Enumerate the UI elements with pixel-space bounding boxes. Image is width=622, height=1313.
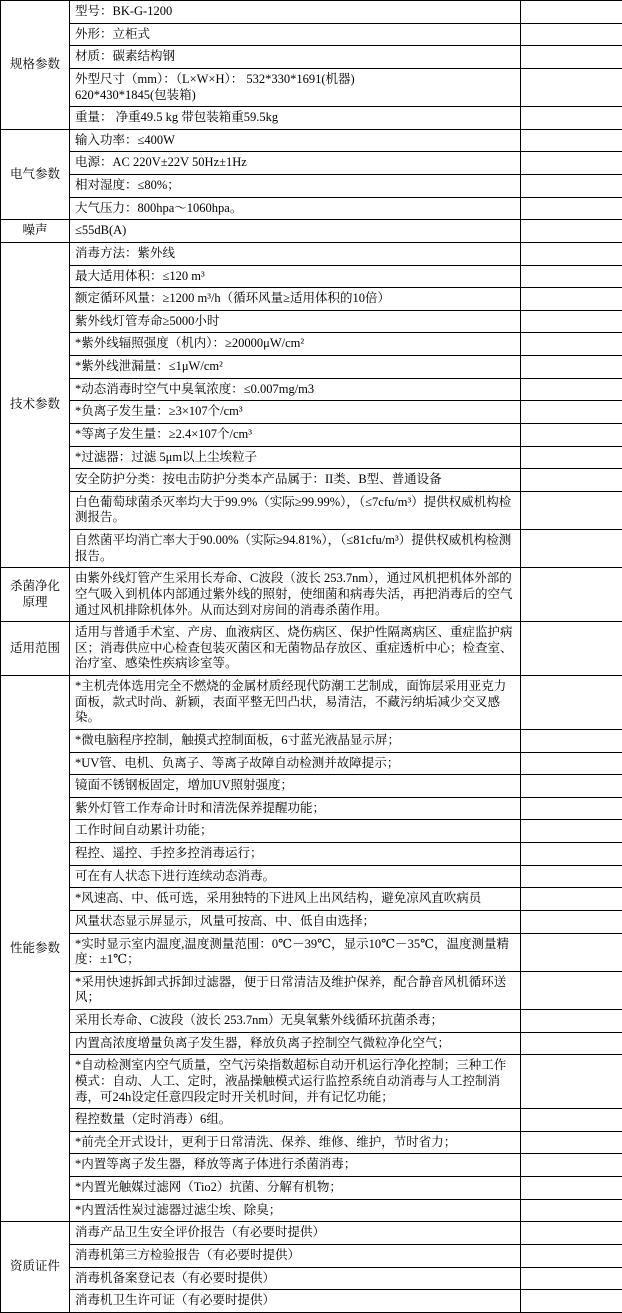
blank-cell: [521, 378, 622, 401]
value-cell: *前壳全开式设计，更利于日常清洗、保养、维修、维护，节时省力；: [70, 1131, 521, 1154]
category-cell: 电气参数: [1, 129, 70, 220]
value-cell: *采用快速拆卸式拆卸过滤器，便于日常清洁及维护保养，配合静音风机循环送风；: [70, 971, 521, 1009]
value-cell: ≤55dB(A): [70, 220, 521, 243]
table-row: [1, 752, 622, 775]
blank-cell: [521, 46, 622, 69]
table-row: [1, 129, 622, 152]
value-cell: 可在有人状态下进行连续动态消毒。: [70, 865, 521, 888]
category-cell: 性能参数: [1, 676, 70, 1222]
blank-cell: [521, 242, 622, 265]
blank-cell: [521, 1010, 622, 1033]
value-cell: 型号：BK-G-1200: [70, 1, 521, 24]
table-row: [1, 220, 622, 243]
value-cell: *内置光触媒过滤网（Tio2）抗菌、分解有机物；: [70, 1177, 521, 1200]
value-cell: 重量： 净重49.5 kg 带包装箱重59.5kg: [70, 107, 521, 130]
table-row: [1, 1, 622, 24]
blank-cell: [521, 888, 622, 911]
value-cell: *等离子发生量：≥2.4×107个/cm³: [70, 423, 521, 446]
table-row: [1, 971, 622, 1009]
value-cell: 消毒产品卫生安全评价报告（有必要时提供）: [70, 1222, 521, 1245]
table-row: [1, 568, 622, 622]
table-row: [1, 888, 622, 911]
category-cell: 规格参数: [1, 1, 70, 130]
blank-cell: [521, 469, 622, 492]
blank-cell: [521, 23, 622, 46]
table-row: [1, 865, 622, 888]
blank-cell: [521, 910, 622, 933]
value-cell: 输入功率：≤400W: [70, 129, 521, 152]
table-row: [1, 68, 622, 106]
table-row: [1, 622, 622, 676]
value-cell: 内置高浓度增量负离子发生器，释放负离子控制空气微粒净化空气；: [70, 1032, 521, 1055]
blank-cell: [521, 530, 622, 568]
blank-cell: [521, 843, 622, 866]
value-cell: 镜面不锈钢板固定，增加UV照射强度；: [70, 775, 521, 798]
value-cell: 电源：AC 220V±22V 50Hz±1Hz: [70, 152, 521, 175]
table-row: [1, 175, 622, 198]
table-row: [1, 423, 622, 446]
table-row: [1, 820, 622, 843]
table-row: [1, 152, 622, 175]
blank-cell: [521, 752, 622, 775]
value-cell: 额定循环风量：≥1200 m³/h（循环风量≥适用体积的10倍）: [70, 288, 521, 311]
blank-cell: [521, 729, 622, 752]
value-cell: *负离子发生量：≥3×107个/cm³: [70, 401, 521, 424]
value-cell: *内置活性炭过滤器过滤尘埃、除臭；: [70, 1199, 521, 1222]
value-cell: 采用长寿命、C波段（波长 253.7nm）无臭氧紫外线循环抗菌杀毒；: [70, 1010, 521, 1033]
table-row: [1, 288, 622, 311]
blank-cell: [521, 491, 622, 529]
value-cell: *动态消毒时空气中臭氧浓度：≤0.007mg/m3: [70, 378, 521, 401]
table-row: [1, 530, 622, 568]
table-row: [1, 23, 622, 46]
value-cell: 消毒机备案登记表（有必要时提供）: [70, 1267, 521, 1290]
table-row: [1, 1199, 622, 1222]
table-row: [1, 933, 622, 971]
value-cell: *主机壳体选用完全不燃烧的金属材质经现代防潮工艺制成，面饰层采用亚克力面板，款式时尚、新颖，表面平整无凹凸状，易清洁，不藏污纳垢减少交叉感染。: [70, 676, 521, 730]
value-cell: 程控、遥控、手控多控消毒运行；: [70, 843, 521, 866]
blank-cell: [521, 175, 622, 198]
blank-cell: [521, 333, 622, 356]
value-cell: 风量状态显示屏显示，风量可按高、中、低自由选择；: [70, 910, 521, 933]
value-cell: 相对湿度：≤80%；: [70, 175, 521, 198]
blank-cell: [521, 1032, 622, 1055]
blank-cell: [521, 129, 622, 152]
value-cell: 消毒机第三方检验报告（有必要时提供）: [70, 1244, 521, 1267]
value-cell: 安全防护分类：按电击防护分类本产品属于：II类、B型、普通设备: [70, 469, 521, 492]
value-cell: 紫外灯管工作寿命计时和清洗保养提醒功能；: [70, 797, 521, 820]
blank-cell: [521, 933, 622, 971]
value-cell: 适用与普通手术室、产房、血液病区、烧伤病区、保护性隔离病区、重症监护病区；消毒供应中心检查包装灭菌区和无菌物品存放区、重症透析中心；检查室、治疗室、感染性疾病诊室等。: [70, 622, 521, 676]
table-row: [1, 401, 622, 424]
table-row: [1, 491, 622, 529]
blank-cell: [521, 1267, 622, 1290]
value-cell: 材质：碳素结构钢: [70, 46, 521, 69]
blank-cell: [521, 1, 622, 24]
value-cell: 自然菌平均消亡率大于90.00%（实际≥94.81%），（≤81cfu/m³）提供权威机构检测报告。: [70, 530, 521, 568]
value-cell: *紫外线泄漏量：≤1μW/cm²: [70, 356, 521, 379]
blank-cell: [521, 401, 622, 424]
value-cell: 紫外线灯管寿命≥5000小时: [70, 310, 521, 333]
table-row: [1, 356, 622, 379]
value-cell: *过滤器：过滤 5μm以上尘埃粒子: [70, 446, 521, 469]
table-body: [1, 1, 622, 1313]
category-cell: 杀菌净化原理: [1, 568, 70, 622]
blank-cell: [521, 1199, 622, 1222]
value-cell: *紫外线辐照强度（机内）：≥20000μW/cm²: [70, 333, 521, 356]
blank-cell: [521, 1154, 622, 1177]
table-row: [1, 107, 622, 130]
blank-cell: [521, 797, 622, 820]
blank-cell: [521, 68, 622, 106]
category-cell: 资质证件: [1, 1222, 70, 1313]
blank-cell: [521, 288, 622, 311]
table-row: [1, 265, 622, 288]
value-cell: 程控数量（定时消毒）6组。: [70, 1109, 521, 1132]
blank-cell: [521, 1290, 622, 1313]
table-row: [1, 1109, 622, 1132]
blank-cell: [521, 622, 622, 676]
blank-cell: [521, 220, 622, 243]
table-row: [1, 676, 622, 730]
table-row: [1, 843, 622, 866]
blank-cell: [521, 152, 622, 175]
blank-cell: [521, 446, 622, 469]
value-cell: 外形：立柜式: [70, 23, 521, 46]
table-row: [1, 1267, 622, 1290]
table-row: [1, 1290, 622, 1313]
table-row: [1, 197, 622, 220]
blank-cell: [521, 1055, 622, 1109]
blank-cell: [521, 107, 622, 130]
table-row: [1, 1154, 622, 1177]
blank-cell: [521, 676, 622, 730]
table-row: [1, 242, 622, 265]
value-cell: *内置等离子发生器，释放等离子体进行杀菌消毒；: [70, 1154, 521, 1177]
blank-cell: [521, 1244, 622, 1267]
value-cell: 消毒方法：紫外线: [70, 242, 521, 265]
table-row: [1, 1010, 622, 1033]
blank-cell: [521, 1131, 622, 1154]
table-row: [1, 469, 622, 492]
blank-cell: [521, 971, 622, 1009]
value-cell: *自动检测室内空气质量，空气污染指数超标自动开机运行净化控制；三种工作模式：自动、人工、定时，液晶操触模式运行监控系统自动消毒与人工控制消毒，可24h设定任意四段定时开关机时间，并有记忆功能；: [70, 1055, 521, 1109]
table-row: [1, 1055, 622, 1109]
value-cell: 消毒机卫生许可证（有必要时提供）: [70, 1290, 521, 1313]
blank-cell: [521, 310, 622, 333]
blank-cell: [521, 775, 622, 798]
blank-cell: [521, 356, 622, 379]
table-row: [1, 729, 622, 752]
value-cell: 由紫外线灯管产生采用长寿命、C波段（波长 253.7nm），通过风机把机体外部的空气吸入到机体内部通过紫外线的照射，使细菌和病毒失活，再把消毒后的空气通过风机排除机体外。从而达到对房间的消毒杀菌作用。: [70, 568, 521, 622]
value-cell: *UV管、电机、负离子、等离子故障自动检测并故障提示；: [70, 752, 521, 775]
blank-cell: [521, 1109, 622, 1132]
blank-cell: [521, 1177, 622, 1200]
table-row: [1, 310, 622, 333]
table-row: [1, 1032, 622, 1055]
table-row: [1, 797, 622, 820]
table-row: [1, 378, 622, 401]
table-row: [1, 46, 622, 69]
table-row: [1, 1177, 622, 1200]
value-cell: *微电脑程序控制，触摸式控制面板，6寸蓝光液晶显示屏；: [70, 729, 521, 752]
value-cell: 外型尺寸（mm）：（L×W×H）： 532*330*1691(机器) 620*430*1845(包装箱): [70, 68, 521, 106]
blank-cell: [521, 423, 622, 446]
blank-cell: [521, 865, 622, 888]
blank-cell: [521, 820, 622, 843]
value-cell: 最大适用体积：≤120 m³: [70, 265, 521, 288]
blank-cell: [521, 568, 622, 622]
table-row: [1, 775, 622, 798]
category-cell: 技术参数: [1, 242, 70, 567]
table-row: [1, 1222, 622, 1245]
table-row: [1, 1244, 622, 1267]
table-row: [1, 1131, 622, 1154]
category-cell: 适用范围: [1, 622, 70, 676]
value-cell: *实时显示室内温度,温度测量范围：0℃－39℃，显示10℃－35℃，温度测量精度：±1℃；: [70, 933, 521, 971]
category-cell: 噪声: [1, 220, 70, 243]
table-row: [1, 910, 622, 933]
blank-cell: [521, 265, 622, 288]
blank-cell: [521, 1222, 622, 1245]
blank-cell: [521, 197, 622, 220]
value-cell: 白色葡萄球菌杀灭率均大于99.9%（实际≥99.99%），（≤7cfu/m³）提供权威机构检测报告。: [70, 491, 521, 529]
value-cell: *风速高、中、低可选，采用独特的下进风上出风结构，避免凉风直吹病员: [70, 888, 521, 911]
value-cell: 大气压力：800hpa～1060hpa。: [70, 197, 521, 220]
table-row: [1, 333, 622, 356]
table-row: [1, 446, 622, 469]
value-cell: 工作时间自动累计功能；: [70, 820, 521, 843]
